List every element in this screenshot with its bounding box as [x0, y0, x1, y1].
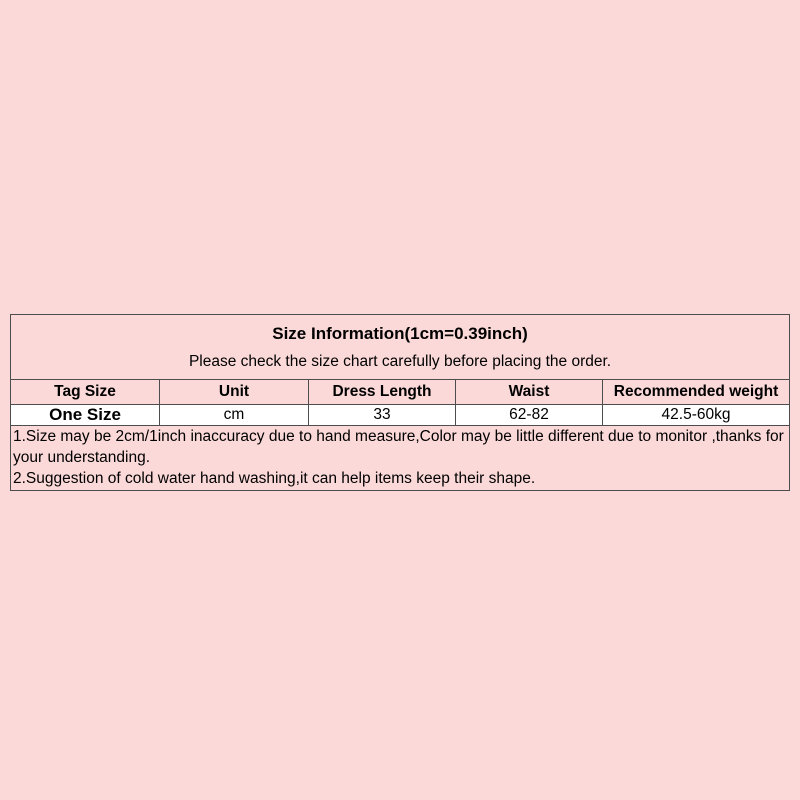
- note-measure-disclaimer: 1.Size may be 2cm/1inch inaccuracy due to hand measure,Color may be little different due to monitor ,thanks for your understanding.: [13, 428, 784, 466]
- cell-waist: 62-82: [456, 405, 603, 426]
- title-cell: [11, 315, 790, 380]
- col-header-waist: Waist: [456, 380, 603, 405]
- cell-recommended-weight: 42.5-60kg: [603, 405, 790, 426]
- cell-dress-length: 33: [309, 405, 456, 426]
- col-header-recommended-weight: Recommended weight: [603, 380, 790, 405]
- cell-unit: cm: [160, 405, 309, 426]
- col-header-tag-size: Tag Size: [11, 380, 160, 405]
- note-washing-suggestion: 2.Suggestion of cold water hand washing,it can help items keep their shape.: [13, 470, 536, 487]
- size-chart-table: [10, 314, 790, 491]
- col-header-dress-length: Dress Length: [309, 380, 456, 405]
- col-header-unit: Unit: [160, 380, 309, 405]
- notes-row: [11, 426, 790, 491]
- column-header-row: [11, 380, 790, 405]
- cell-tag-size: One Size: [11, 405, 160, 426]
- size-chart-subtitle: Please check the size chart carefully before placing the order.: [188, 352, 612, 370]
- notes-cell: [11, 426, 790, 491]
- size-chart: [10, 314, 789, 491]
- table-row: [11, 405, 790, 426]
- size-chart-title: Size Information(1cm=0.39inch): [272, 323, 528, 343]
- title-section-row: [11, 315, 790, 380]
